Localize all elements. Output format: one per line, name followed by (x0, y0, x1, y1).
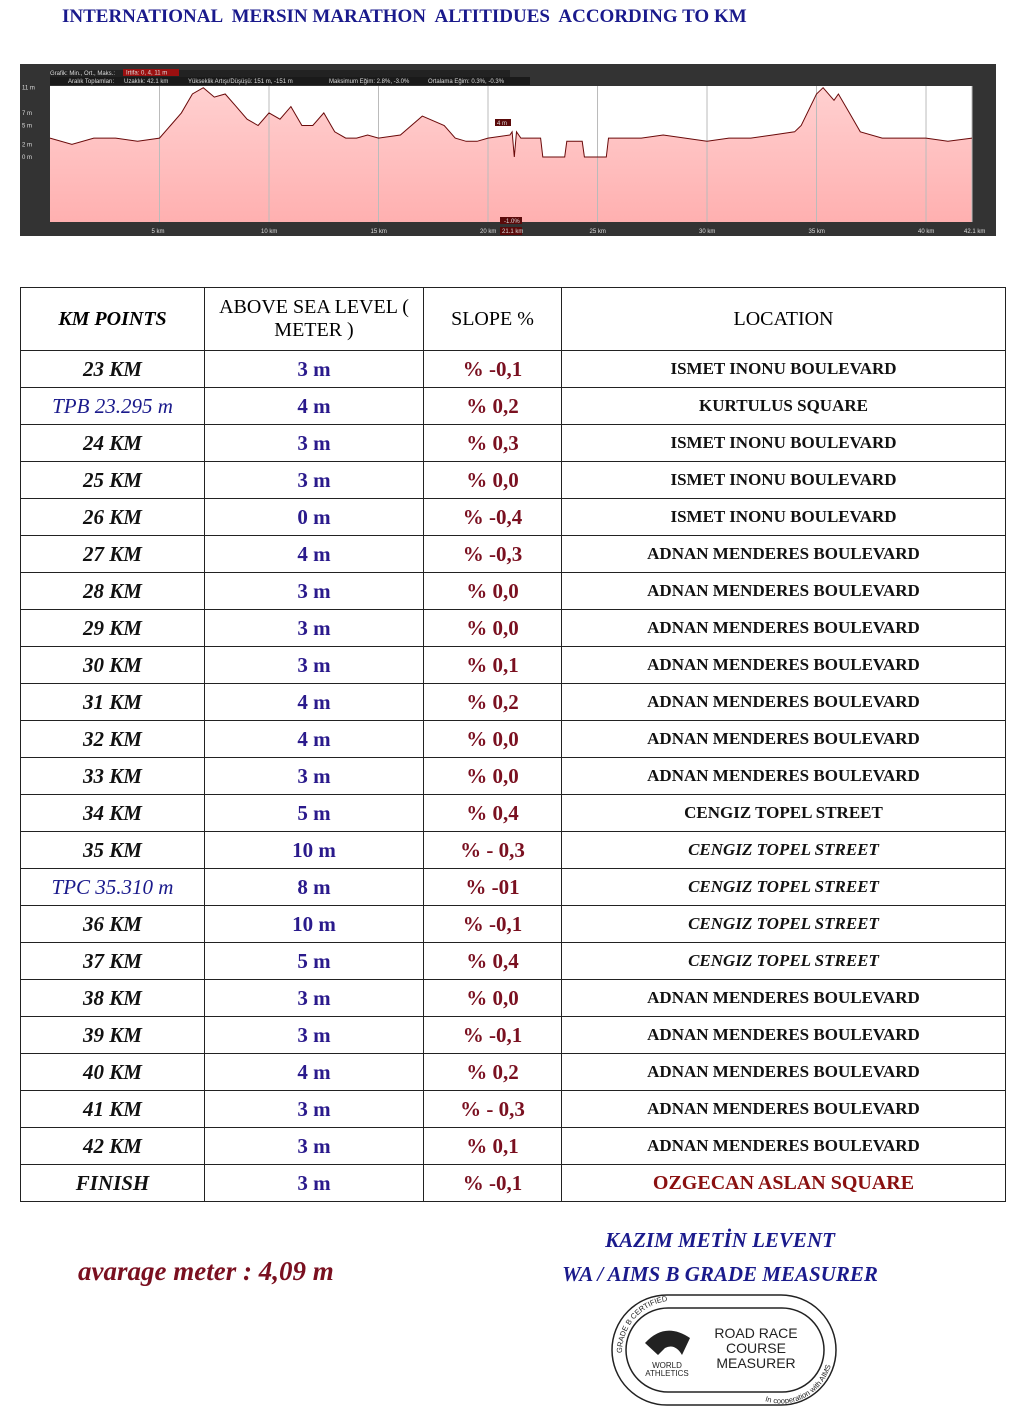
location-cell: ISMET INONU BOULEVARD (562, 425, 1006, 462)
km-point-cell: 23 KM (21, 351, 205, 388)
km-point-cell: 24 KM (21, 425, 205, 462)
km-point-cell: 42 KM (21, 1128, 205, 1165)
svg-text:ATHLETICS: ATHLETICS (645, 1369, 689, 1378)
cursor-altitude: 4 m (497, 121, 508, 127)
altitude-table (20, 287, 1006, 1202)
altitude-cell: 3 m (205, 351, 424, 388)
svg-text:WORLD: WORLD (652, 1361, 682, 1370)
km-point-cell: TPB 23.295 m (21, 388, 205, 425)
table-row (21, 462, 1006, 499)
altitude-cell: 8 m (205, 869, 424, 906)
profile-header-label: Grafik: Min., Ort., Maks.: (50, 71, 116, 77)
location-cell: ADNAN MENDERES BOULEVARD (562, 980, 1006, 1017)
table-row (21, 980, 1006, 1017)
altitude-cell: 4 m (205, 721, 424, 758)
km-point-cell: 41 KM (21, 1091, 205, 1128)
svg-text:COURSE: COURSE (726, 1340, 786, 1356)
y-tick-label: 5 m (22, 123, 33, 130)
km-point-cell: 35 KM (21, 832, 205, 869)
slope-cell: % - 0,3 (424, 1091, 562, 1128)
location-cell: KURTULUS SQUARE (562, 388, 1006, 425)
km-point-cell: 26 KM (21, 499, 205, 536)
svg-text:MEASURER: MEASURER (716, 1355, 796, 1371)
km-point-cell: 38 KM (21, 980, 205, 1017)
profile-max-slope: Maksimum Eğim: 2.8%, -3.0% (329, 79, 410, 85)
slope-cell: % -0,1 (424, 1017, 562, 1054)
elevation-profile (20, 64, 996, 236)
slope-cell: % 0,1 (424, 647, 562, 684)
km-point-cell: 34 KM (21, 795, 205, 832)
slope-cell: % 0,2 (424, 388, 562, 425)
km-point-cell: 31 KM (21, 684, 205, 721)
table-row (21, 647, 1006, 684)
slope-cell: % 0,0 (424, 758, 562, 795)
slope-cell: % 0,0 (424, 721, 562, 758)
header-slope: SLOPE % (424, 288, 562, 351)
altitude-cell: 4 m (205, 388, 424, 425)
table-row (21, 758, 1006, 795)
profile-gain-loss: Yükseklik Artışı/Düşüşü: 151 m, -151 m (188, 79, 293, 85)
location-cell: ADNAN MENDERES BOULEVARD (562, 1017, 1006, 1054)
table-row (21, 832, 1006, 869)
altitude-cell: 0 m (205, 499, 424, 536)
table-row (21, 721, 1006, 758)
road-race-measurer-logo (610, 1293, 840, 1408)
location-cell: ADNAN MENDERES BOULEVARD (562, 647, 1006, 684)
location-cell: ISMET INONU BOULEVARD (562, 499, 1006, 536)
profile-distance: Uzaklık: 42.1 km (124, 79, 169, 85)
km-point-cell: 30 KM (21, 647, 205, 684)
slope-cell: % 0,1 (424, 1128, 562, 1165)
location-cell: ADNAN MENDERES BOULEVARD (562, 1128, 1006, 1165)
location-cell: ADNAN MENDERES BOULEVARD (562, 1091, 1006, 1128)
table-row (21, 869, 1006, 906)
slope-cell: % -0,1 (424, 906, 562, 943)
km-point-cell: 37 KM (21, 943, 205, 980)
table-row (21, 943, 1006, 980)
y-tick-label: 7 m (22, 110, 33, 117)
x-tick-label: 10 km (261, 229, 278, 235)
slope-cell: % 0,3 (424, 425, 562, 462)
slope-cell: % -0,1 (424, 1165, 562, 1202)
slope-cell: % - 0,3 (424, 832, 562, 869)
slope-cell: % 0,0 (424, 980, 562, 1017)
altitude-cell: 5 m (205, 795, 424, 832)
altitude-cell: 3 m (205, 425, 424, 462)
table-row (21, 425, 1006, 462)
slope-cell: % -01 (424, 869, 562, 906)
x-tick-label: 30 km (699, 229, 716, 235)
table-row (21, 351, 1006, 388)
altitude-cell: 4 m (205, 684, 424, 721)
location-cell: ADNAN MENDERES BOULEVARD (562, 758, 1006, 795)
table-row (21, 1128, 1006, 1165)
slope-cell: % -0,3 (424, 536, 562, 573)
km-point-cell: TPC 35.310 m (21, 869, 205, 906)
km-point-cell: 33 KM (21, 758, 205, 795)
altitude-cell: 3 m (205, 758, 424, 795)
slope-cell: % 0,0 (424, 462, 562, 499)
x-tick-label: 15 km (370, 229, 387, 235)
altitude-cell: 10 m (205, 832, 424, 869)
table-row (21, 1054, 1006, 1091)
slope-cell: % -0,1 (424, 351, 562, 388)
location-cell: ADNAN MENDERES BOULEVARD (562, 684, 1006, 721)
km-point-cell: FINISH (21, 1165, 205, 1202)
table-row (21, 795, 1006, 832)
location-cell: CENGIZ TOPEL STREET (562, 795, 1006, 832)
table-row (21, 684, 1006, 721)
altitude-cell: 3 m (205, 980, 424, 1017)
location-cell: ADNAN MENDERES BOULEVARD (562, 1054, 1006, 1091)
x-tick-label: 25 km (589, 229, 606, 235)
km-point-cell: 36 KM (21, 906, 205, 943)
altitude-cell: 10 m (205, 906, 424, 943)
header-km-points: KM POINTS (21, 288, 205, 351)
world-athletics-icon (645, 1331, 690, 1355)
x-tick-label: 42.1 km (964, 229, 986, 235)
header-above-sea-level: ABOVE SEA LEVEL ( METER ) (205, 288, 424, 351)
altitude-cell: 3 m (205, 573, 424, 610)
x-tick-label: 35 km (808, 229, 825, 235)
location-cell: ADNAN MENDERES BOULEVARD (562, 721, 1006, 758)
slope-cell: % 0,4 (424, 943, 562, 980)
altitude-cell: 3 m (205, 647, 424, 684)
altitude-cell: 4 m (205, 1054, 424, 1091)
altitude-cell: 3 m (205, 1091, 424, 1128)
altitude-cell: 3 m (205, 1128, 424, 1165)
km-point-cell: 29 KM (21, 610, 205, 647)
km-point-cell: 39 KM (21, 1017, 205, 1054)
x-tick-label: 40 km (918, 229, 935, 235)
table-row (21, 906, 1006, 943)
x-tick-label: 20 km (480, 229, 497, 235)
profile-avg-slope: Ortalama Eğim: 0.3%, -0.3% (428, 79, 505, 85)
cursor-distance: 21.1 km (502, 229, 524, 235)
location-cell: ADNAN MENDERES BOULEVARD (562, 610, 1006, 647)
slope-cell: % 0,0 (424, 610, 562, 647)
y-tick-label: 0 m (22, 155, 33, 161)
location-cell: CENGIZ TOPEL STREET (562, 943, 1006, 980)
km-point-cell: 27 KM (21, 536, 205, 573)
location-cell: ADNAN MENDERES BOULEVARD (562, 573, 1006, 610)
altitude-cell: 3 m (205, 462, 424, 499)
location-cell: CENGIZ TOPEL STREET (562, 869, 1006, 906)
profile-altitude-range: Irtifa: 0, 4, 11 m (126, 70, 168, 77)
measurer-name: KAZIM METİN LEVENT (605, 1228, 835, 1252)
table-row (21, 1165, 1006, 1202)
location-cell: ADNAN MENDERES BOULEVARD (562, 536, 1006, 573)
slope-cell: % 0,2 (424, 1054, 562, 1091)
y-tick-label: 11 m (22, 85, 35, 92)
altitude-cell: 3 m (205, 1017, 424, 1054)
location-cell: ISMET INONU BOULEVARD (562, 462, 1006, 499)
altitude-cell: 4 m (205, 536, 424, 573)
slope-cell: % 0,0 (424, 573, 562, 610)
table-row (21, 388, 1006, 425)
altitude-cell: 3 m (205, 610, 424, 647)
table-row (21, 536, 1006, 573)
km-point-cell: 40 KM (21, 1054, 205, 1091)
location-cell: OZGECAN ASLAN SQUARE (562, 1165, 1006, 1202)
slope-cell: % 0,2 (424, 684, 562, 721)
location-cell: CENGIZ TOPEL STREET (562, 832, 1006, 869)
svg-text:GRADE B CERTIFIED: GRADE B CERTIFIED (614, 1294, 668, 1354)
altitude-cell: 5 m (205, 943, 424, 980)
header-location: LOCATION (562, 288, 1006, 351)
table-row (21, 573, 1006, 610)
svg-text:In cooperation with AIMS: In cooperation with AIMS (764, 1363, 833, 1406)
svg-text:ROAD RACE: ROAD RACE (714, 1325, 798, 1341)
measurer-role: WA / AIMS B GRADE MEASURER (562, 1262, 878, 1286)
km-point-cell: 32 KM (21, 721, 205, 758)
table-row (21, 1017, 1006, 1054)
location-cell: ISMET INONU BOULEVARD (562, 351, 1006, 388)
y-tick-label: 2 m (22, 142, 33, 149)
x-tick-label: 5 km (151, 229, 165, 235)
altitude-cell: 3 m (205, 1165, 424, 1202)
table-row (21, 1091, 1006, 1128)
page-title: INTERNATIONAL MERSIN MARATHON ALTITIDUES ACCORDING TO KM (62, 6, 747, 27)
slope-cell: % 0,4 (424, 795, 562, 832)
average-altitude: avarage meter : 4,09 m (78, 1256, 334, 1286)
slope-cell: % -0,4 (424, 499, 562, 536)
profile-totals-label: Aralık Toplamları: (68, 79, 115, 85)
table-row (21, 499, 1006, 536)
table-row (21, 610, 1006, 647)
km-point-cell: 28 KM (21, 573, 205, 610)
km-point-cell: 25 KM (21, 462, 205, 499)
location-cell: CENGIZ TOPEL STREET (562, 906, 1006, 943)
cursor-slope: -1.0% (504, 219, 520, 225)
